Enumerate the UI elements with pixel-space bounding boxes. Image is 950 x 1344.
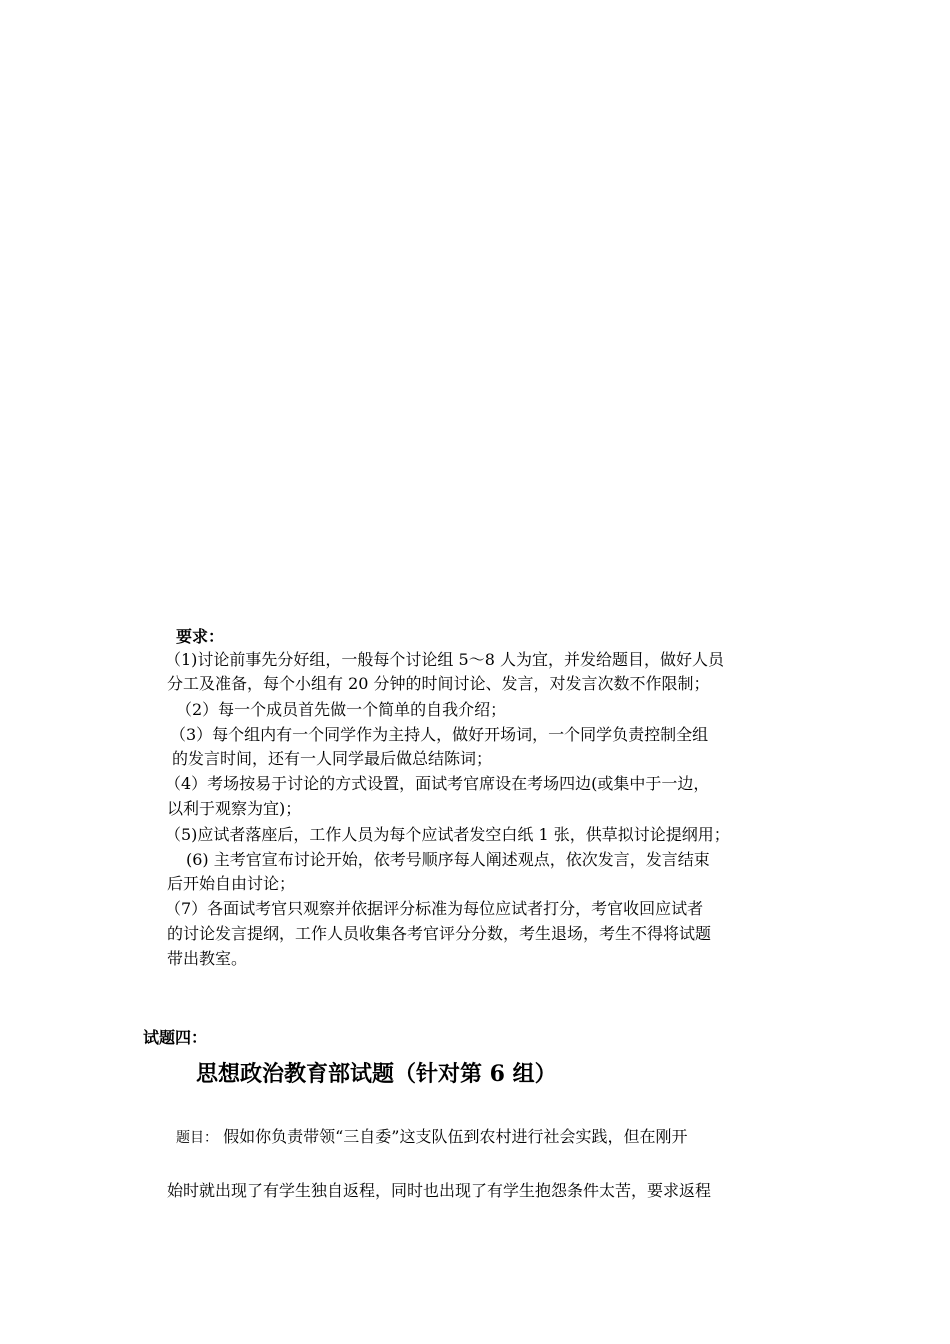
requirement-line-1: （1)讨论前事先分好组，一般每个讨论组 5～8 人为宜，并发给题目，做好人员 — [165, 650, 724, 669]
requirement-line-6: （4）考场按易于讨论的方式设置，面试考官席设在考场四边(或集中于一边， — [165, 774, 710, 793]
requirement-line-13: 带出教室。 — [167, 949, 248, 968]
topic-text-1: 假如你负责带领“三自委”这支队伍到农村进行社会实践，但在刚开 — [218, 1127, 688, 1146]
requirement-line-4: （3）每个组内有一个同学作为主持人，做好开场词，一个同学负责控制全组 — [170, 725, 709, 744]
question-label: 试题四： — [143, 1028, 208, 1047]
question-title: 思想政治教育部试题（针对第 6 组） — [196, 1061, 557, 1087]
requirement-line-12: 的讨论发言提纲，工作人员收集各考官评分分数，考生退场，考生不得将试题 — [167, 924, 712, 943]
requirement-line-2: 分工及准备，每个小组有 20 分钟的时间讨论、发言，对发言次数不作限制； — [167, 674, 710, 693]
requirement-line-7: 以利于观察为宜)； — [167, 799, 302, 818]
topic-prefix: 题目： — [176, 1130, 218, 1146]
requirement-line-5: 的发言时间，还有一人同学最后做总结陈词； — [172, 749, 493, 768]
requirement-line-11: （7）各面试考官只观察并依据评分标准为每位应试者打分，考官收回应试者 — [165, 899, 704, 918]
requirement-line-8: （5)应试者落座后，工作人员为每个应试者发空白纸 1 张，供草拟讨论提纲用； — [165, 825, 730, 844]
question-topic-line-1 — [176, 1126, 687, 1149]
requirement-line-3: （2）每一个成员首先做一个简单的自我介绍； — [176, 700, 507, 719]
requirement-line-9: (6) 主考官宣布讨论开始，依考号顺序每人阐述观点，依次发言，发言结束 — [186, 850, 710, 869]
question-topic-line-2: 始时就出现了有学生独自返程，同时也出现了有学生抱怨条件太苦，要求返程 — [167, 1181, 712, 1200]
requirements-title: 要求： — [176, 627, 225, 646]
requirement-line-10: 后开始自由讨论； — [167, 874, 296, 893]
